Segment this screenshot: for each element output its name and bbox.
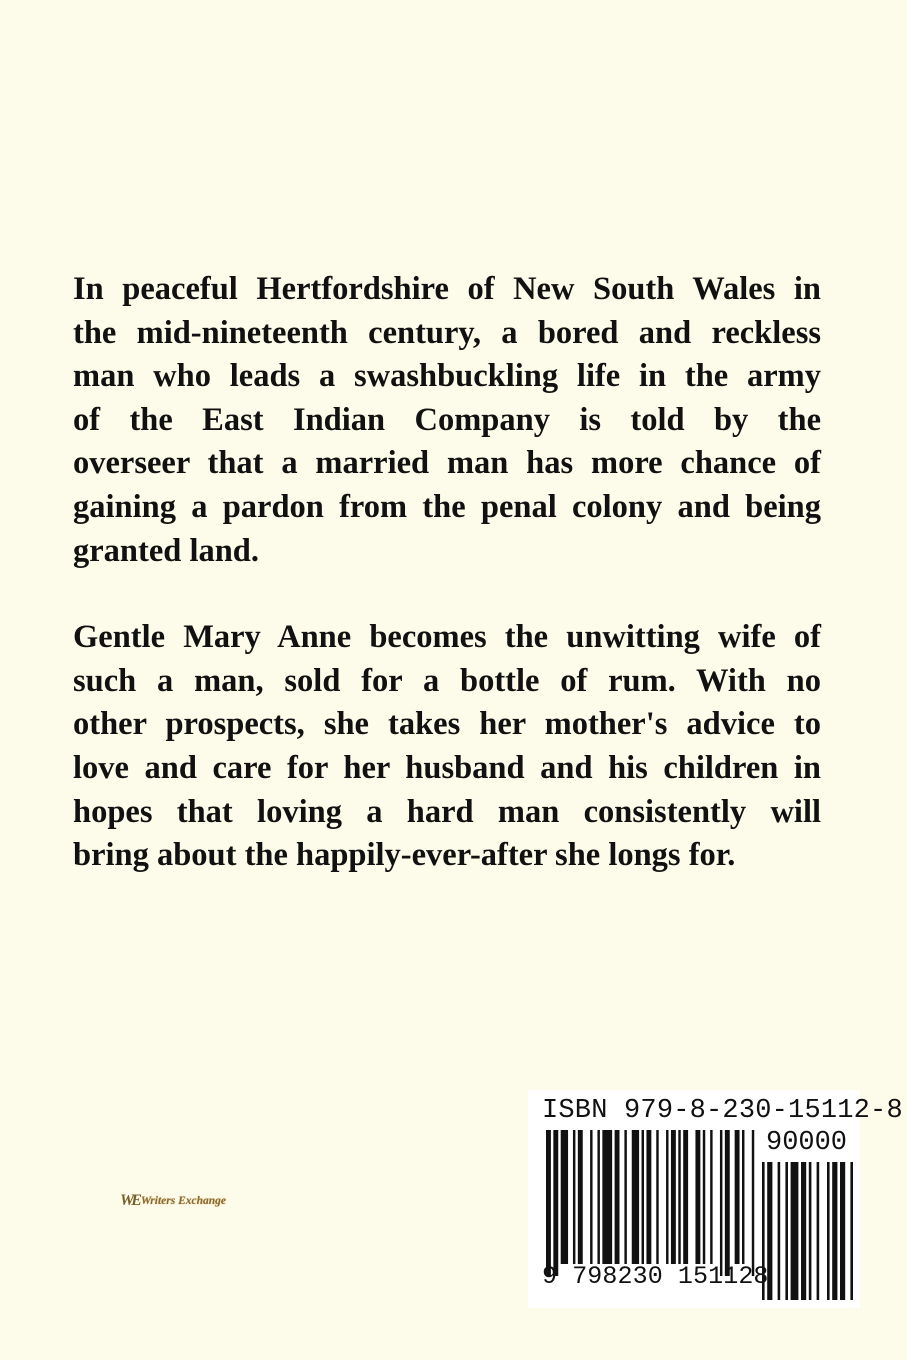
barcode-bar — [573, 1130, 575, 1264]
publisher-logo — [120, 1191, 226, 1211]
barcode-bar — [624, 1130, 626, 1264]
barcode-bar — [791, 1162, 799, 1300]
barcode-bar — [561, 1130, 568, 1264]
blurb-line: of the East Indian Company is told by the — [73, 401, 821, 438]
barcode-bar — [602, 1130, 612, 1264]
blurb-paragraph-1 — [73, 268, 821, 573]
blurb-line: man who leads a swashbuckling life in the army — [73, 358, 821, 395]
barcode-bar — [646, 1130, 651, 1264]
blurb-line: other prospects, she takes her mother's advice to — [73, 706, 821, 743]
isbn-label: ISBN 979-8-230-15112-8 — [542, 1096, 903, 1126]
barcode-bar — [809, 1162, 812, 1300]
barcode-bar — [735, 1130, 740, 1264]
blurb-paragraph-2 — [73, 616, 821, 878]
blurb-line: overseer that a married man has more chance of — [73, 445, 821, 482]
barcode-bar — [553, 1130, 558, 1276]
barcode-bar — [801, 1162, 806, 1300]
barcode-bar — [742, 1130, 744, 1264]
publisher-name: Writers Exchange — [140, 1195, 226, 1207]
barcode-bar — [725, 1130, 730, 1276]
barcode-bar — [720, 1130, 722, 1276]
barcode-bar — [703, 1130, 705, 1264]
barcode-bar — [632, 1130, 639, 1264]
barcode-bar — [695, 1130, 700, 1264]
barcode-bar — [785, 1162, 788, 1300]
blurb — [73, 268, 821, 921]
barcode-bar — [615, 1130, 620, 1264]
barcode-bar — [850, 1162, 853, 1300]
barcode-bar — [656, 1130, 658, 1264]
barcode-bar — [666, 1130, 668, 1264]
barcode-bar — [546, 1130, 551, 1276]
ean-digits: 9 798230 151128 — [542, 1262, 769, 1291]
barcode-bar — [578, 1130, 583, 1264]
blurb-line: love and care for her husband and his children in — [73, 749, 821, 786]
barcode-bar — [778, 1162, 781, 1300]
publisher-mark-icon: WE — [120, 1192, 139, 1209]
barcode-bar — [642, 1130, 644, 1264]
blurb-line: In peaceful Hertfordshire of New South Wales in — [73, 271, 821, 307]
barcode-bar — [678, 1130, 680, 1264]
barcode-bar — [817, 1162, 820, 1300]
blurb-line: Gentle Mary Anne becomes the unwitting wife of — [73, 619, 821, 656]
blurb-line: granted land. — [73, 532, 260, 569]
barcode-bar — [840, 1162, 845, 1300]
blurb-line: the mid-nineteenth century, a bored and reckless — [73, 314, 821, 351]
isbn-barcode — [528, 1090, 903, 1308]
barcode-bar — [683, 1130, 688, 1264]
blurb-line: hopes that loving a hard man consistently will — [73, 793, 821, 830]
barcode-bar — [597, 1130, 599, 1264]
barcode-bar — [832, 1162, 837, 1300]
blurb-line: such a man, sold for a bottle of rum. With no — [73, 662, 821, 699]
barcode-bar — [710, 1130, 712, 1264]
price-addon: 90000 — [766, 1128, 848, 1158]
barcode-bar — [752, 1130, 754, 1276]
barcode-bar — [671, 1130, 676, 1264]
blurb-line: bring about the happily-ever-after she longs for. — [73, 837, 736, 874]
barcode-bar — [827, 1162, 830, 1300]
barcode-bar — [590, 1130, 592, 1264]
blurb-line: gaining a pardon from the penal colony and being — [73, 488, 821, 525]
